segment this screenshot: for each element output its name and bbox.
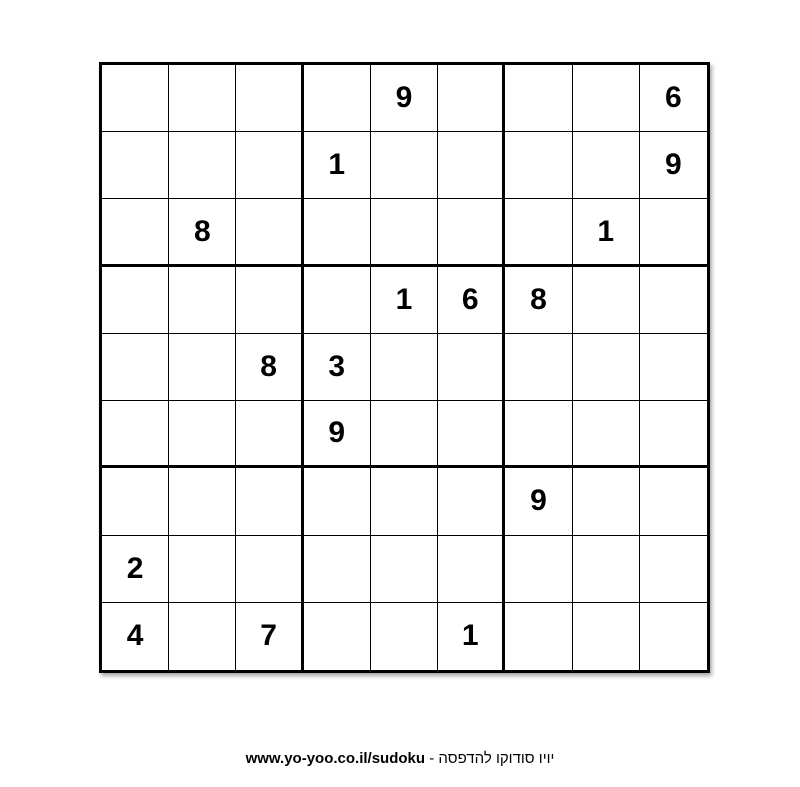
sudoku-cell-r9-c7[interactable] — [505, 603, 572, 670]
sudoku-cell-r4-c4[interactable] — [304, 267, 371, 334]
sudoku-cell-r4-c2[interactable] — [169, 267, 236, 334]
sudoku-cell-r8-c4[interactable] — [304, 536, 371, 603]
sudoku-cell-r1-c6[interactable] — [438, 65, 505, 132]
footer-caption — [0, 750, 800, 767]
sudoku-cell-r9-c6[interactable]: 1 — [438, 603, 505, 670]
sudoku-cell-r8-c8[interactable] — [573, 536, 640, 603]
sudoku-cell-r3-c3[interactable] — [236, 199, 303, 266]
sudoku-cell-r5-c3[interactable]: 8 — [236, 334, 303, 401]
sudoku-cell-r4-c3[interactable] — [236, 267, 303, 334]
sudoku-cell-r9-c2[interactable] — [169, 603, 236, 670]
sudoku-cell-r8-c9[interactable] — [640, 536, 707, 603]
sudoku-cell-r6-c1[interactable] — [102, 401, 169, 468]
sudoku-cell-r2-c7[interactable] — [505, 132, 572, 199]
sudoku-cell-r1-c3[interactable] — [236, 65, 303, 132]
sudoku-board — [99, 62, 710, 673]
sudoku-cell-r6-c3[interactable] — [236, 401, 303, 468]
footer-url[interactable]: www.yo-yoo.co.il/sudoku — [245, 750, 426, 767]
sudoku-cell-r4-c8[interactable] — [573, 267, 640, 334]
sudoku-cell-r6-c4[interactable]: 9 — [304, 401, 371, 468]
sudoku-cell-r9-c9[interactable] — [640, 603, 707, 670]
sudoku-cell-r3-c6[interactable] — [438, 199, 505, 266]
sudoku-cell-r7-c5[interactable] — [371, 468, 438, 535]
sudoku-cell-r6-c5[interactable] — [371, 401, 438, 468]
sudoku-cell-r7-c4[interactable] — [304, 468, 371, 535]
sudoku-cell-r6-c6[interactable] — [438, 401, 505, 468]
sudoku-cell-r9-c1[interactable]: 4 — [102, 603, 169, 670]
sudoku-cell-r5-c5[interactable] — [371, 334, 438, 401]
sudoku-cell-r3-c5[interactable] — [371, 199, 438, 266]
sudoku-cell-r3-c4[interactable] — [304, 199, 371, 266]
sudoku-cell-r7-c8[interactable] — [573, 468, 640, 535]
sudoku-cell-r3-c2[interactable]: 8 — [169, 199, 236, 266]
sudoku-cell-r1-c8[interactable] — [573, 65, 640, 132]
sudoku-cell-r6-c2[interactable] — [169, 401, 236, 468]
sudoku-cell-r4-c6[interactable]: 6 — [438, 267, 505, 334]
sudoku-cell-r5-c1[interactable] — [102, 334, 169, 401]
sudoku-cell-r3-c9[interactable] — [640, 199, 707, 266]
sudoku-cell-r2-c8[interactable] — [573, 132, 640, 199]
sudoku-cell-r2-c6[interactable] — [438, 132, 505, 199]
sudoku-cell-r8-c2[interactable] — [169, 536, 236, 603]
footer-hebrew-text: יויו סודוקו להדפסה — [438, 750, 555, 767]
sudoku-cell-r1-c7[interactable] — [505, 65, 572, 132]
sudoku-cell-r1-c5[interactable]: 9 — [371, 65, 438, 132]
sudoku-cell-r9-c8[interactable] — [573, 603, 640, 670]
sudoku-cell-r7-c6[interactable] — [438, 468, 505, 535]
sudoku-cell-r5-c6[interactable] — [438, 334, 505, 401]
sudoku-cell-r2-c5[interactable] — [371, 132, 438, 199]
footer-separator: - — [425, 750, 439, 767]
sudoku-cell-r6-c7[interactable] — [505, 401, 572, 468]
sudoku-cell-r4-c5[interactable]: 1 — [371, 267, 438, 334]
sudoku-cell-r1-c1[interactable] — [102, 65, 169, 132]
sudoku-cell-r7-c3[interactable] — [236, 468, 303, 535]
sudoku-cell-r2-c1[interactable] — [102, 132, 169, 199]
sudoku-cell-r2-c4[interactable]: 1 — [304, 132, 371, 199]
sudoku-cell-r7-c2[interactable] — [169, 468, 236, 535]
sudoku-cell-r8-c6[interactable] — [438, 536, 505, 603]
sudoku-cell-r8-c3[interactable] — [236, 536, 303, 603]
sudoku-cell-r8-c7[interactable] — [505, 536, 572, 603]
sudoku-cell-r5-c9[interactable] — [640, 334, 707, 401]
sudoku-cell-r9-c3[interactable]: 7 — [236, 603, 303, 670]
sudoku-cell-r7-c9[interactable] — [640, 468, 707, 535]
sudoku-cell-r5-c7[interactable] — [505, 334, 572, 401]
sudoku-cell-r9-c5[interactable] — [371, 603, 438, 670]
sudoku-cell-r2-c2[interactable] — [169, 132, 236, 199]
sudoku-cell-r8-c1[interactable]: 2 — [102, 536, 169, 603]
sudoku-cell-r2-c3[interactable] — [236, 132, 303, 199]
sudoku-cell-r8-c5[interactable] — [371, 536, 438, 603]
sudoku-cell-r7-c1[interactable] — [102, 468, 169, 535]
sudoku-cell-r3-c8[interactable]: 1 — [573, 199, 640, 266]
sudoku-cell-r6-c8[interactable] — [573, 401, 640, 468]
sudoku-cell-r6-c9[interactable] — [640, 401, 707, 468]
sudoku-cell-r3-c7[interactable] — [505, 199, 572, 266]
sudoku-cell-r5-c4[interactable]: 3 — [304, 334, 371, 401]
sudoku-cell-r4-c7[interactable]: 8 — [505, 267, 572, 334]
sudoku-cell-r2-c9[interactable]: 9 — [640, 132, 707, 199]
sudoku-cell-r7-c7[interactable]: 9 — [505, 468, 572, 535]
sudoku-cell-r3-c1[interactable] — [102, 199, 169, 266]
sudoku-cell-r1-c4[interactable] — [304, 65, 371, 132]
sudoku-cell-r4-c1[interactable] — [102, 267, 169, 334]
sudoku-cell-r1-c2[interactable] — [169, 65, 236, 132]
sudoku-cell-r5-c8[interactable] — [573, 334, 640, 401]
sudoku-cell-r5-c2[interactable] — [169, 334, 236, 401]
sudoku-cell-r1-c9[interactable]: 6 — [640, 65, 707, 132]
sudoku-cell-r9-c4[interactable] — [304, 603, 371, 670]
sudoku-cell-r4-c9[interactable] — [640, 267, 707, 334]
